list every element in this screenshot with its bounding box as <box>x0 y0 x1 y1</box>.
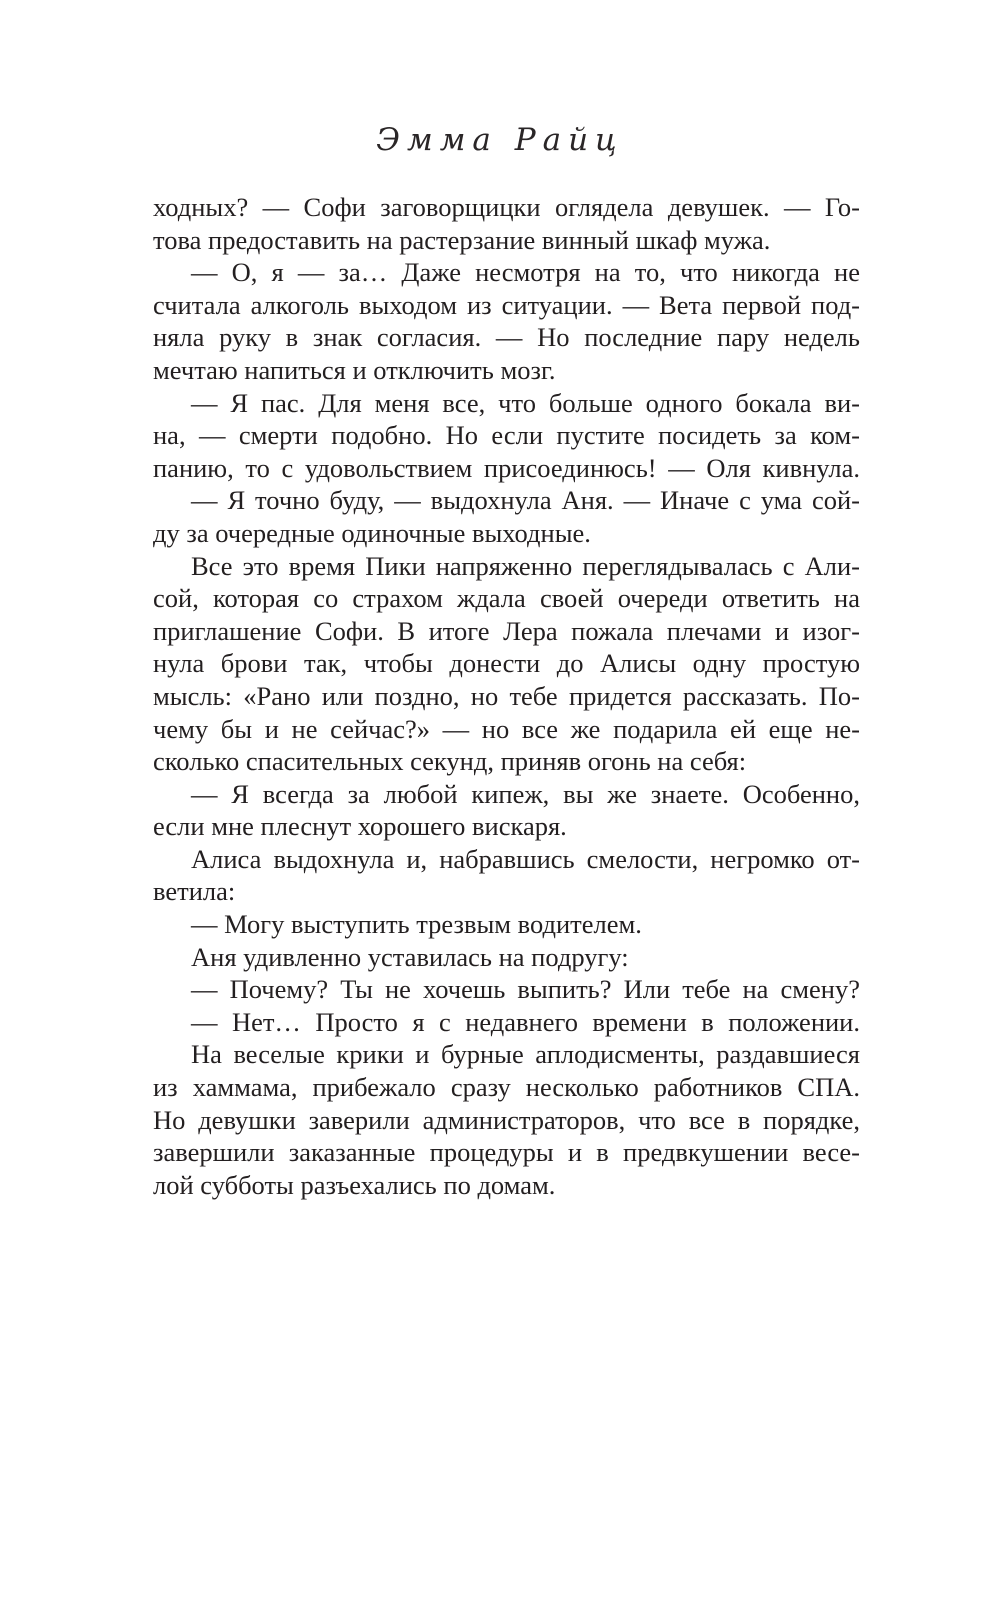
text-line: завершили заказанные процедуры и в предвкушении весе- <box>153 1137 860 1168</box>
text-line: приглашение Софи. В итоге Лера пожала плечами и изог- <box>153 615 860 646</box>
text-line: Все это время Пики напряженно переглядывалась с Али- <box>191 550 860 581</box>
text-line: ветила: <box>153 876 236 907</box>
text-line: панию, то с удовольствием присоединюсь! — Оля кивнула. <box>153 452 860 483</box>
text-line: мечтаю напиться и отключить мозг. <box>153 354 556 385</box>
text-line: сколько спасительных секунд, приняв огонь на себя: <box>153 746 747 777</box>
text-line: если мне плеснут хорошего вискаря. <box>153 811 567 842</box>
page-body <box>153 191 860 1201</box>
text-line: На веселые крики и бурные аплодисменты, раздавшиеся <box>191 1039 860 1070</box>
text-line: на, — смерти подобно. Но если пустите посидеть за ком- <box>153 420 860 451</box>
text-line: считала алкоголь выходом из ситуации. — Вета первой под- <box>153 289 860 320</box>
text-line: Аня удивленно уставилась на подругу: <box>191 941 629 972</box>
text-line: Алиса выдохнула и, набравшись смелости, негромко от- <box>191 843 860 874</box>
text-line: това предоставить на растерзание винный шкаф мужа. <box>153 224 771 255</box>
text-line: ходных? — Софи заговорщицки оглядела девушек. — Го- <box>153 192 860 222</box>
text-line: — Я точно буду, — выдохнула Аня. — Иначе с ума сой- <box>191 485 860 516</box>
text-line: — Я всегда за любой кипеж, вы же знаете. Особенно, <box>191 778 860 809</box>
text-line: — Почему? Ты не хочешь выпить? Или тебе на смену? <box>191 974 860 1005</box>
text-line: мысль: «Рано или поздно, но тебе придется рассказать. По- <box>153 680 860 711</box>
text-line: чему бы и не сейчас?» — но все же подарила ей еще не- <box>153 713 860 744</box>
text-line: няла руку в знак согласия. — Но последние пару недель <box>153 322 860 353</box>
text-line: из хаммама, прибежало сразу несколько работников СПА. <box>153 1072 860 1103</box>
text-line: — О, я — за… Даже несмотря на то, что никогда не <box>191 257 860 288</box>
text-line: лой субботы разъехались по домам. <box>153 1169 556 1200</box>
text-line: сой, которая со страхом ждала своей очереди ответить на <box>153 583 860 614</box>
text-line: — Могу выступить трезвым водителем. <box>191 909 642 940</box>
text-line: — Я пас. Для меня все, что больше одного бокала ви- <box>191 387 860 418</box>
text-line: ду за очередные одиночные выходные. <box>153 517 591 548</box>
text-line: нула брови так, чтобы донести до Алисы одну простую <box>153 648 860 679</box>
text-line: Но девушки заверили администраторов, что все в порядке, <box>153 1104 860 1135</box>
running-head-author: Эмма Райц <box>376 122 624 158</box>
text-line: — Нет… Просто я с недавнего времени в положении. <box>191 1006 860 1037</box>
